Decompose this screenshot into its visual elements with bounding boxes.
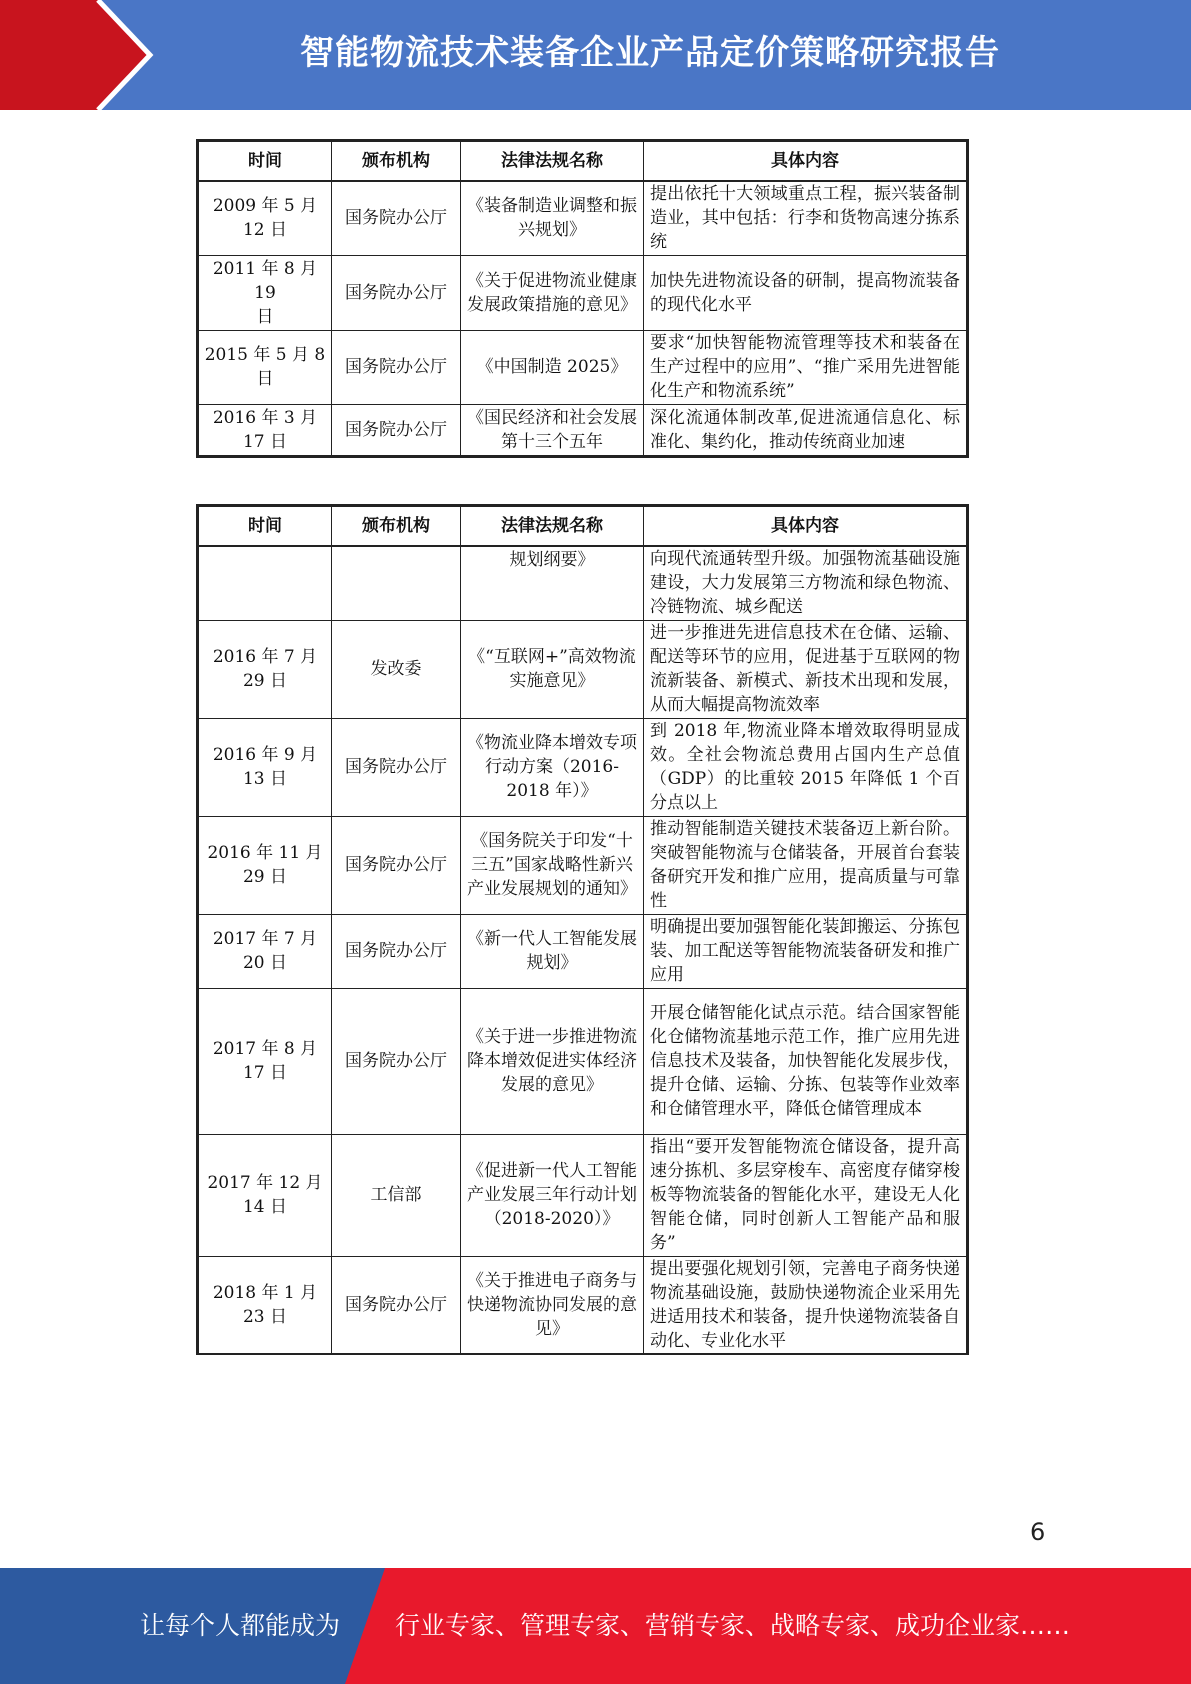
table-row xyxy=(198,914,968,988)
cell-law-name: 《装备制造业调整和振兴规划》 xyxy=(461,181,644,255)
column-header-content: 具体内容 xyxy=(644,141,968,182)
cell-agency: 国务院办公厅 xyxy=(332,914,461,988)
column-header-law-name: 法律法规名称 xyxy=(461,141,644,182)
cell-date: 2016 年 9 月 13 日 xyxy=(198,718,332,816)
cell-law-name: 《关于促进物流业健康发展政策措施的意见》 xyxy=(461,255,644,330)
cell-law-name: 《关于进一步推进物流降本增效促进实体经济发展的意见》 xyxy=(461,988,644,1134)
cell-date: 2016 年 7 月 29 日 xyxy=(198,620,332,718)
cell-content: 明确提出要加强智能化装卸搬运、分拣包装、加工配送等智能物流装备研发和推广应用 xyxy=(644,914,968,988)
cell-agency: 国务院办公厅 xyxy=(332,404,461,456)
cell-agency: 国务院办公厅 xyxy=(332,988,461,1134)
cell-content: 深化流通体制改革,促进流通信息化、标准化、集约化，推动传统商业加速 xyxy=(644,404,968,456)
cell-law-name: 规划纲要》 xyxy=(461,546,644,620)
cell-content: 要求“加快智能物流管理等技术和装备在生产过程中的应用”、“推广采用先进智能化生产和物流系统” xyxy=(644,330,968,404)
cell-law-name: 《“互联网+”高效物流实施意见》 xyxy=(461,620,644,718)
page-header xyxy=(0,0,1191,110)
cell-content: 加快先进物流设备的研制，提高物流装备的现代化水平 xyxy=(644,255,968,330)
table-row xyxy=(198,620,968,718)
table-row xyxy=(198,1256,968,1354)
table-header-row xyxy=(198,141,968,182)
table-row xyxy=(198,988,968,1134)
chevron-arrow-icon xyxy=(0,0,200,110)
table-row xyxy=(198,816,968,914)
cell-date: 2016 年 11 月 29 日 xyxy=(198,816,332,914)
cell-agency: 国务院办公厅 xyxy=(332,1256,461,1354)
regulations-table-1 xyxy=(196,139,969,458)
column-header-law-name: 法律法规名称 xyxy=(461,506,644,547)
cell-date: 2011 年 8 月 19 日 xyxy=(198,255,332,330)
cell-law-name: 《中国制造 2025》 xyxy=(461,330,644,404)
cell-date: 2015 年 5 月 8 日 xyxy=(198,330,332,404)
cell-agency: 发改委 xyxy=(332,620,461,718)
column-header-agency: 颁布机构 xyxy=(332,141,461,182)
cell-agency: 国务院办公厅 xyxy=(332,330,461,404)
cell-content: 指出“要开发智能物流仓储设备，提升高速分拣机、多层穿梭车、高密度存储穿梭板等物流装备的智能化水平，建设无人化智能仓储，同时创新人工智能产品和服务” xyxy=(644,1134,968,1256)
cell-content: 提出依托十大领域重点工程，振兴装备制造业，其中包括：行李和货物高速分拣系统 xyxy=(644,181,968,255)
cell-content: 开展仓储智能化试点示范。结合国家智能化仓储物流基地示范工作，推广应用先进信息技术及装备，加快智能化发展步伐，提升仓储、运输、分拣、包装等作业效率和仓储管理水平，降低仓储管理成本 xyxy=(644,988,968,1134)
cell-date: 2017 年 12 月 14 日 xyxy=(198,1134,332,1256)
table-row xyxy=(198,1134,968,1256)
cell-law-name: 《国务院关于印发“十三五”国家战略性新兴产业发展规划的通知》 xyxy=(461,816,644,914)
cell-law-name: 《物流业降本增效专项行动方案（2016-2018 年）》 xyxy=(461,718,644,816)
cell-content: 推动智能制造关键技术装备迈上新台阶。突破智能物流与仓储装备，开展首台套装备研究开发和推广应用，提高质量与可靠性 xyxy=(644,816,968,914)
cell-law-name: 《关于推进电子商务与快递物流协同发展的意见》 xyxy=(461,1256,644,1354)
table-row xyxy=(198,404,968,456)
table-row xyxy=(198,255,968,330)
cell-content: 向现代流通转型升级。加强物流基础设施建设，大力发展第三方物流和绿色物流、冷链物流、城乡配送 xyxy=(644,546,968,620)
column-header-content: 具体内容 xyxy=(644,506,968,547)
cell-date xyxy=(198,546,332,620)
regulations-table-2 xyxy=(196,504,969,1355)
cell-agency: 国务院办公厅 xyxy=(332,181,461,255)
cell-date: 2017 年 7 月 20 日 xyxy=(198,914,332,988)
column-header-agency: 颁布机构 xyxy=(332,506,461,547)
cell-date: 2017 年 8 月 17 日 xyxy=(198,988,332,1134)
cell-agency: 国务院办公厅 xyxy=(332,255,461,330)
cell-date: 2018 年 1 月 23 日 xyxy=(198,1256,332,1354)
page-footer xyxy=(0,1568,1191,1684)
cell-law-name: 《新一代人工智能发展规划》 xyxy=(461,914,644,988)
table-header-row xyxy=(198,506,968,547)
cell-date: 2016 年 3 月 17 日 xyxy=(198,404,332,456)
cell-date: 2009 年 5 月 12 日 xyxy=(198,181,332,255)
cell-agency: 国务院办公厅 xyxy=(332,718,461,816)
footer-slogan-left: 让每个人都能成为 xyxy=(140,1611,341,1640)
cell-agency xyxy=(332,546,461,620)
table-row xyxy=(198,181,968,255)
cell-agency: 国务院办公厅 xyxy=(332,816,461,914)
cell-law-name: 《国民经济和社会发展第十三个五年 xyxy=(461,404,644,456)
report-title: 智能物流技术装备企业产品定价策略研究报告 xyxy=(300,33,1000,73)
cell-law-name: 《促进新一代人工智能产业发展三年行动计划（2018-2020）》 xyxy=(461,1134,644,1256)
column-header-time: 时间 xyxy=(198,506,332,547)
column-header-time: 时间 xyxy=(198,141,332,182)
table-row xyxy=(198,718,968,816)
cell-content: 到 2018 年,物流业降本增效取得明显成效。全社会物流总费用占国内生产总值（GDP）的比重较 2015 年降低 1 个百分点以上 xyxy=(644,718,968,816)
table-row xyxy=(198,546,968,620)
table-row xyxy=(198,330,968,404)
footer-slogan-right: 行业专家、管理专家、营销专家、战略专家、成功企业家…… xyxy=(395,1611,1071,1640)
cell-content: 进一步推进先进信息技术在仓储、运输、配送等环节的应用，促进基于互联网的物流新装备、新模式、新技术出现和发展，从而大幅提高物流效率 xyxy=(644,620,968,718)
cell-content: 提出要强化规划引领，完善电子商务快递物流基础设施，鼓励快递物流企业采用先进适用技术和装备，提升快递物流装备自动化、专业化水平 xyxy=(644,1256,968,1354)
cell-agency: 工信部 xyxy=(332,1134,461,1256)
page-number: 6 xyxy=(1030,1518,1046,1546)
